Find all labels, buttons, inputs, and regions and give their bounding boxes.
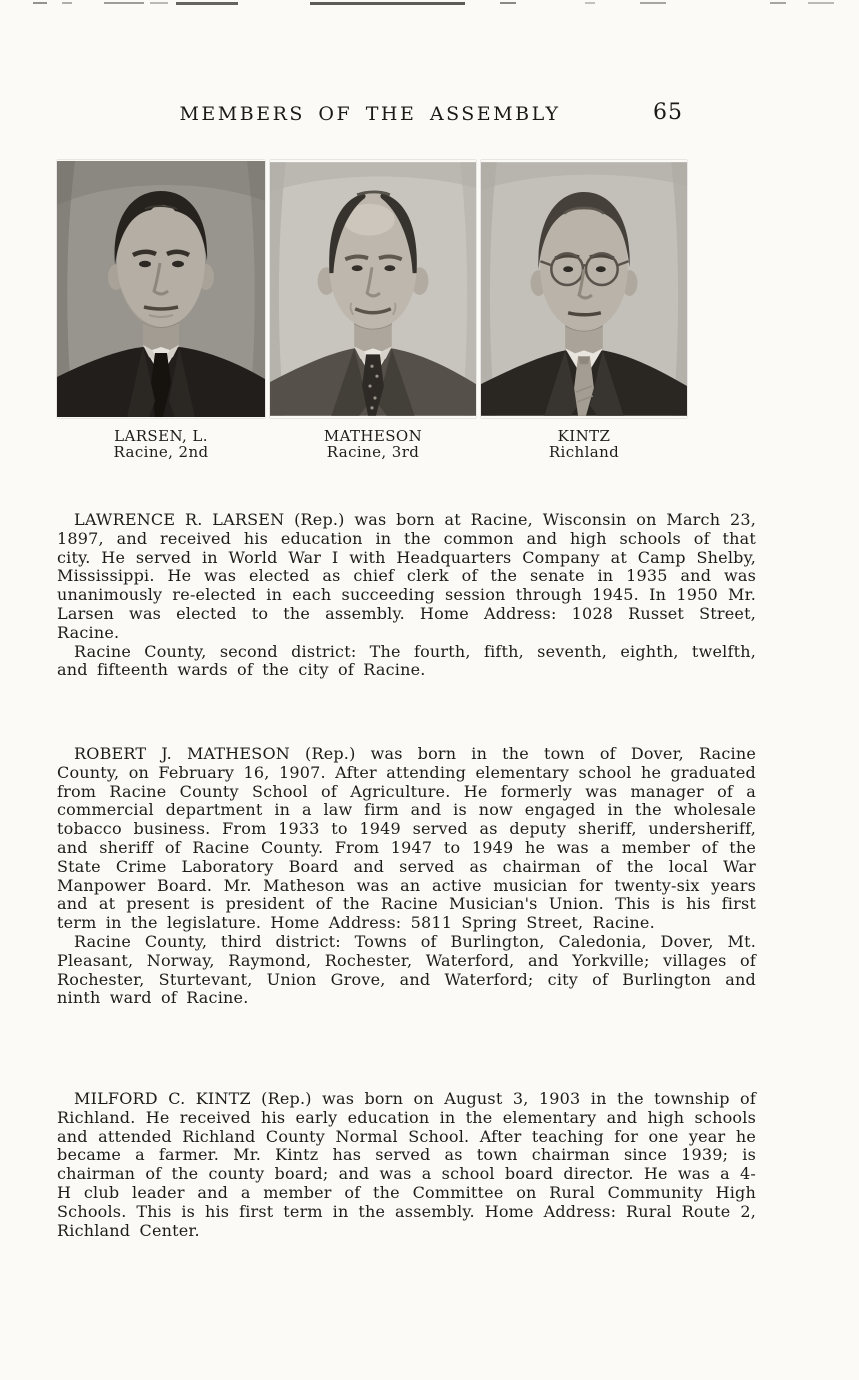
matheson-portrait-photo (270, 160, 476, 418)
scan-artifact-dash (176, 2, 238, 5)
member-district-label: Racine, 3rd (326, 442, 420, 461)
larsen-bio-paragraph: LAWRENCE R. LARSEN (Rep.) was born at Racine, Wisconsin on March 23, 1897, and received his education in the common and high schools of that city. He served in World War I with Headquarters Company at Camp Shelby, Mississippi. He was elected as chief clerk of the senate in 1935 and was unanimously re-elected in each succeeding session through 1945. In 1950 Mr. Larsen was elected to the assembly. Home Address: 1028 Russet Street, Racine. (57, 510, 756, 642)
member-district-label: Richland (548, 442, 620, 461)
scan-artifact-dash (808, 2, 834, 4)
member-name-label: MATHESON (323, 427, 423, 445)
matheson-bio-section (57, 745, 756, 1008)
member-name-label: LARSEN, L. (114, 427, 208, 445)
matheson-district-paragraph: Racine County, third district: Towns of Burlington, Caledonia, Dover, Mt. Pleasant, Norway, Raymond, Rochester, Waterford, and Yorkville; villages of Rochester, Sturtevant, Union Grove, and Waterford; city of Burlington and ninth ward of Racine. (57, 931, 756, 1008)
scan-artifact-dash (310, 2, 465, 5)
member-name-label: KINTZ (557, 427, 611, 445)
portrait-figure-matheson (270, 160, 476, 460)
larsen-bio-section (57, 511, 756, 680)
page-number: 65 (653, 100, 683, 125)
larsen-district-paragraph: Racine County, second district: The fourth, fifth, seventh, eighth, twelfth, and fifteenth wards of the city of Racine. (57, 641, 756, 680)
scan-artifact-dash (104, 2, 144, 4)
portrait-caption (481, 429, 687, 460)
portrait-caption (270, 429, 476, 460)
portrait-caption (57, 429, 265, 460)
portrait-row (57, 160, 687, 460)
kintz-portrait-photo (481, 160, 687, 418)
matheson-bio-paragraph: ROBERT J. MATHESON (Rep.) was born in the town of Dover, Racine County, on February 16, 1907. After attending elementary school he graduated from Racine County School of Agriculture. He formerly was manager of a commercial department in a law firm and is now engaged in the wholesale tobacco business. From 1933 to 1949 served as deputy sheriff, undersheriff, and sheriff of Racine County. From 1947 to 1949 he was a member of the State Crime Laboratory Board and served as chairman of the local War Manpower Board. Mr. Matheson was an active musician for twenty-six years and at present is president of the Racine Musician's Union. This is his first term in the legislature. Home Address: 5811 Spring Street, Racine. (57, 744, 756, 933)
scan-artifact-dash (62, 2, 72, 4)
scan-artifact-dash (33, 2, 47, 4)
portrait-figure-kintz (481, 160, 687, 460)
kintz-bio-paragraph: MILFORD C. KINTZ (Rep.) was born on August 3, 1903 in the township of Richland. He received his early education in the elementary and high schools and attended Richland County Normal School. After teaching for one year he became a farmer. Mr. Kintz has served as town chairman since 1939; is chairman of the county board; and was a school board director. He was a 4-H club leader and a member of the Committee on Rural Community High Schools. This is his first term in the assembly. Home Address: Rural Route 2, Richland Center. (57, 1089, 756, 1240)
scan-artifact-dash (640, 2, 666, 4)
portrait-figure-larsen (57, 160, 265, 460)
larsen-portrait-photo (57, 160, 265, 418)
kintz-bio-section (57, 1090, 756, 1240)
scan-artifact-dash (770, 2, 786, 4)
scan-artifact-dash (150, 2, 168, 4)
scan-artifact-dash (500, 2, 516, 4)
page-title: MEMBERS OF THE ASSEMBLY (179, 103, 561, 125)
member-district-label: Racine, 2nd (113, 442, 209, 461)
scan-artifact-dash (585, 2, 595, 4)
